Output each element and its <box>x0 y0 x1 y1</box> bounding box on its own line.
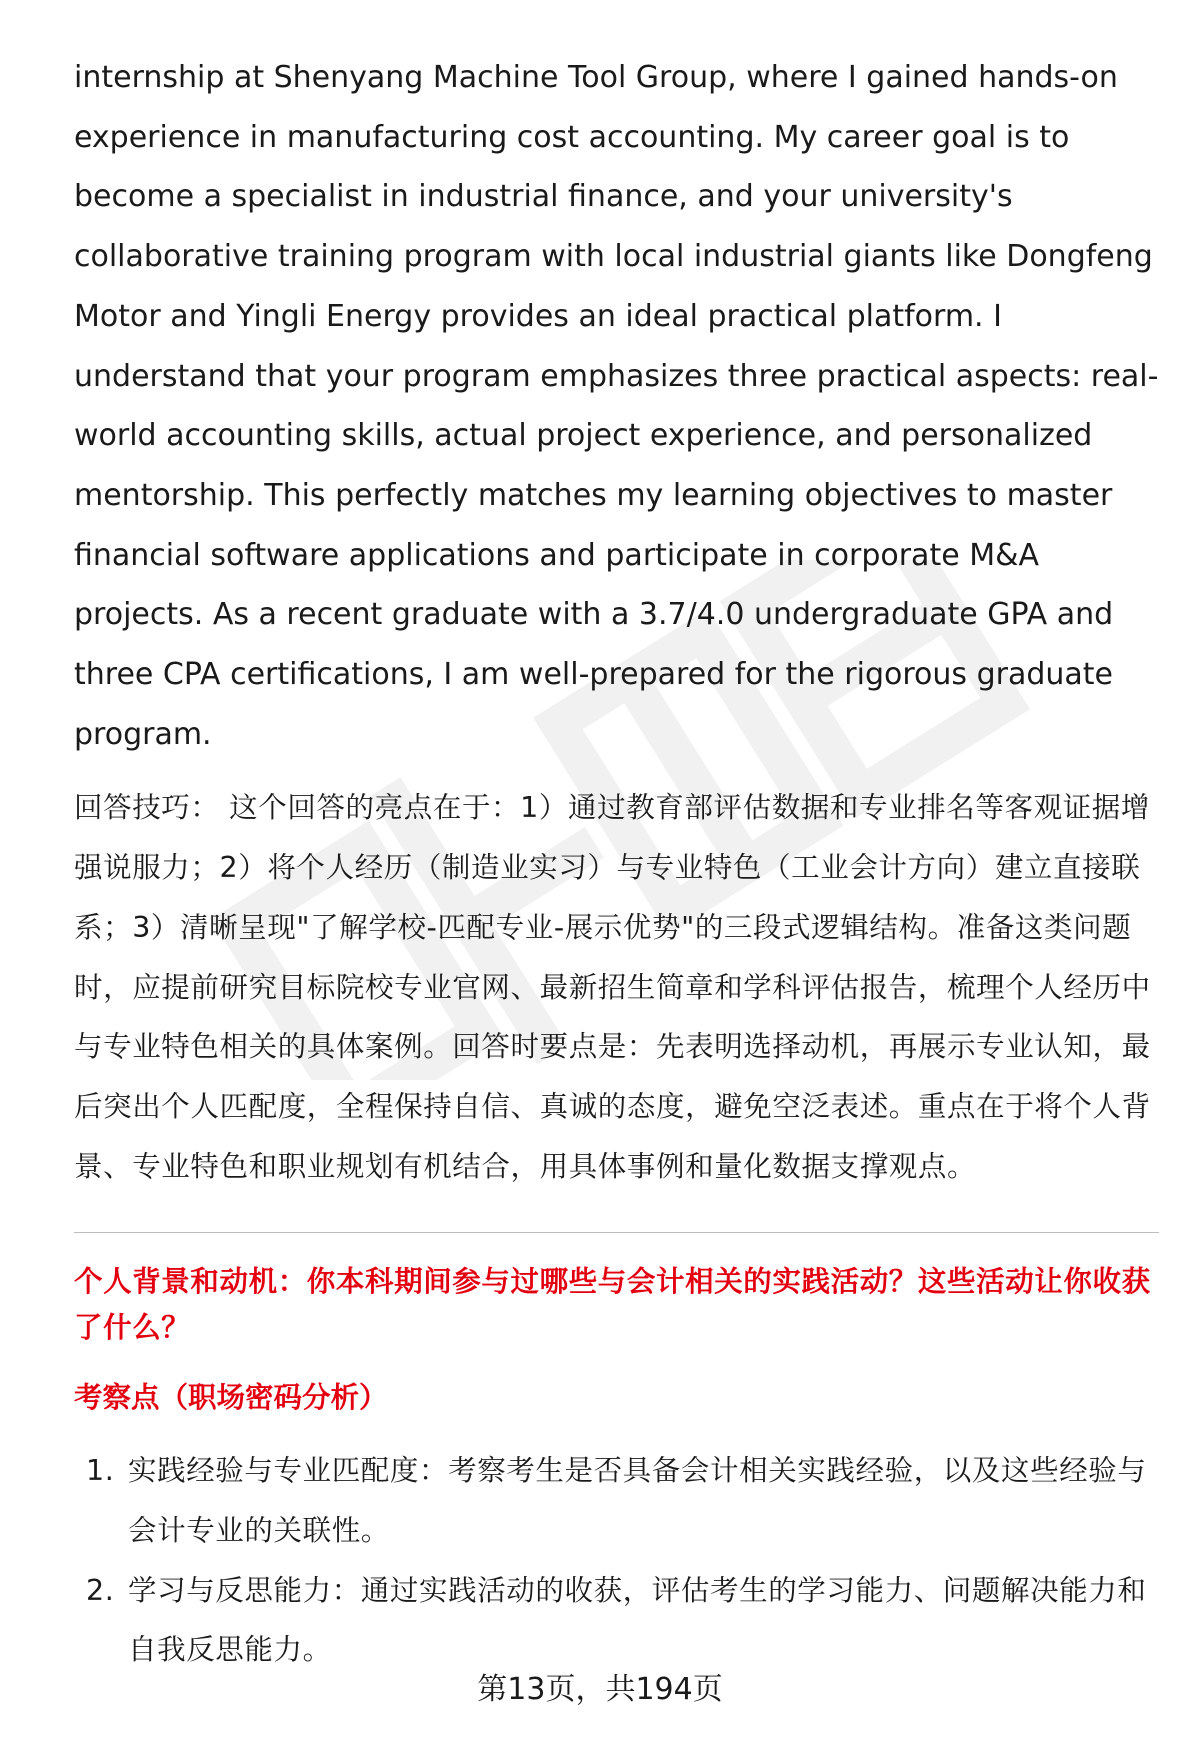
assessment-item <box>74 1561 1159 1680</box>
assessment-item-number: 2. <box>86 1573 115 1607</box>
question-heading: 个人背景和动机：你本科期间参与过哪些与会计相关的实践活动？这些活动让你收获了什么？ <box>74 1265 1151 1345</box>
section-divider <box>74 1232 1159 1233</box>
assessment-heading: 考察点（职场密码分析） <box>74 1381 388 1415</box>
assessment-item-text: 学习与反思能力：通过实践活动的收获，评估考生的学习能力、问题解决能力和自我反思能力。 <box>128 1573 1147 1667</box>
document-page <box>74 48 1159 1680</box>
assessment-item-number: 1. <box>86 1454 115 1488</box>
assessment-item <box>74 1441 1159 1560</box>
assessment-list <box>74 1441 1159 1680</box>
page-footer: 第13页，共194页 <box>477 1672 723 1707</box>
assessment-item-text: 实践经验与专业匹配度：考察考生是否具备会计相关实践经验，以及这些经验与会计专业的关联性。 <box>128 1454 1147 1548</box>
answer-tips-paragraph: 回答技巧： 这个回答的亮点在于：1）通过教育部评估数据和专业排名等客观证据增强说服力；2）将个人经历（制造业实习）与专业特色（工业会计方向）建立直接联系；3）清晰呈现"了解学校-匹配专业-展示优势"的三段式逻辑结构。准备这类问题时，应提前研究目标院校专业官网、最新招生简章和学科评估报告，梳理个人经历中与专业特色相关的具体案例。回答时要点是：先表明选择动机，再展示专业认知，最后突出个人匹配度，全程保持自信、真诚的态度，避免空泛表述。重点在于将个人背景、专业特色和职业规划有机结合，用具体事例和量化数据支撑观点。 <box>74 791 1151 1183</box>
answer-paragraph: internship at Shenyang Machine Tool Group, where I gained hands-on experience in manufacturing cost accounting. My career goal is to become a specialist in industrial finance, and your university's collaborative training program with local industrial giants like Dongfeng Motor and Yingli Energy provides an ideal practical platform. I understand that your program emphasizes three practical aspects: real-world accounting skills, actual project experience, and personalized mentorship. This perfectly matches my learning objectives to master financial software applications and participate in corporate M&A projects. As a recent graduate with a 3.7/4.0 undergraduate GPA and three CPA certifications, I am well-prepared for the rigorous graduate program. <box>74 60 1159 752</box>
